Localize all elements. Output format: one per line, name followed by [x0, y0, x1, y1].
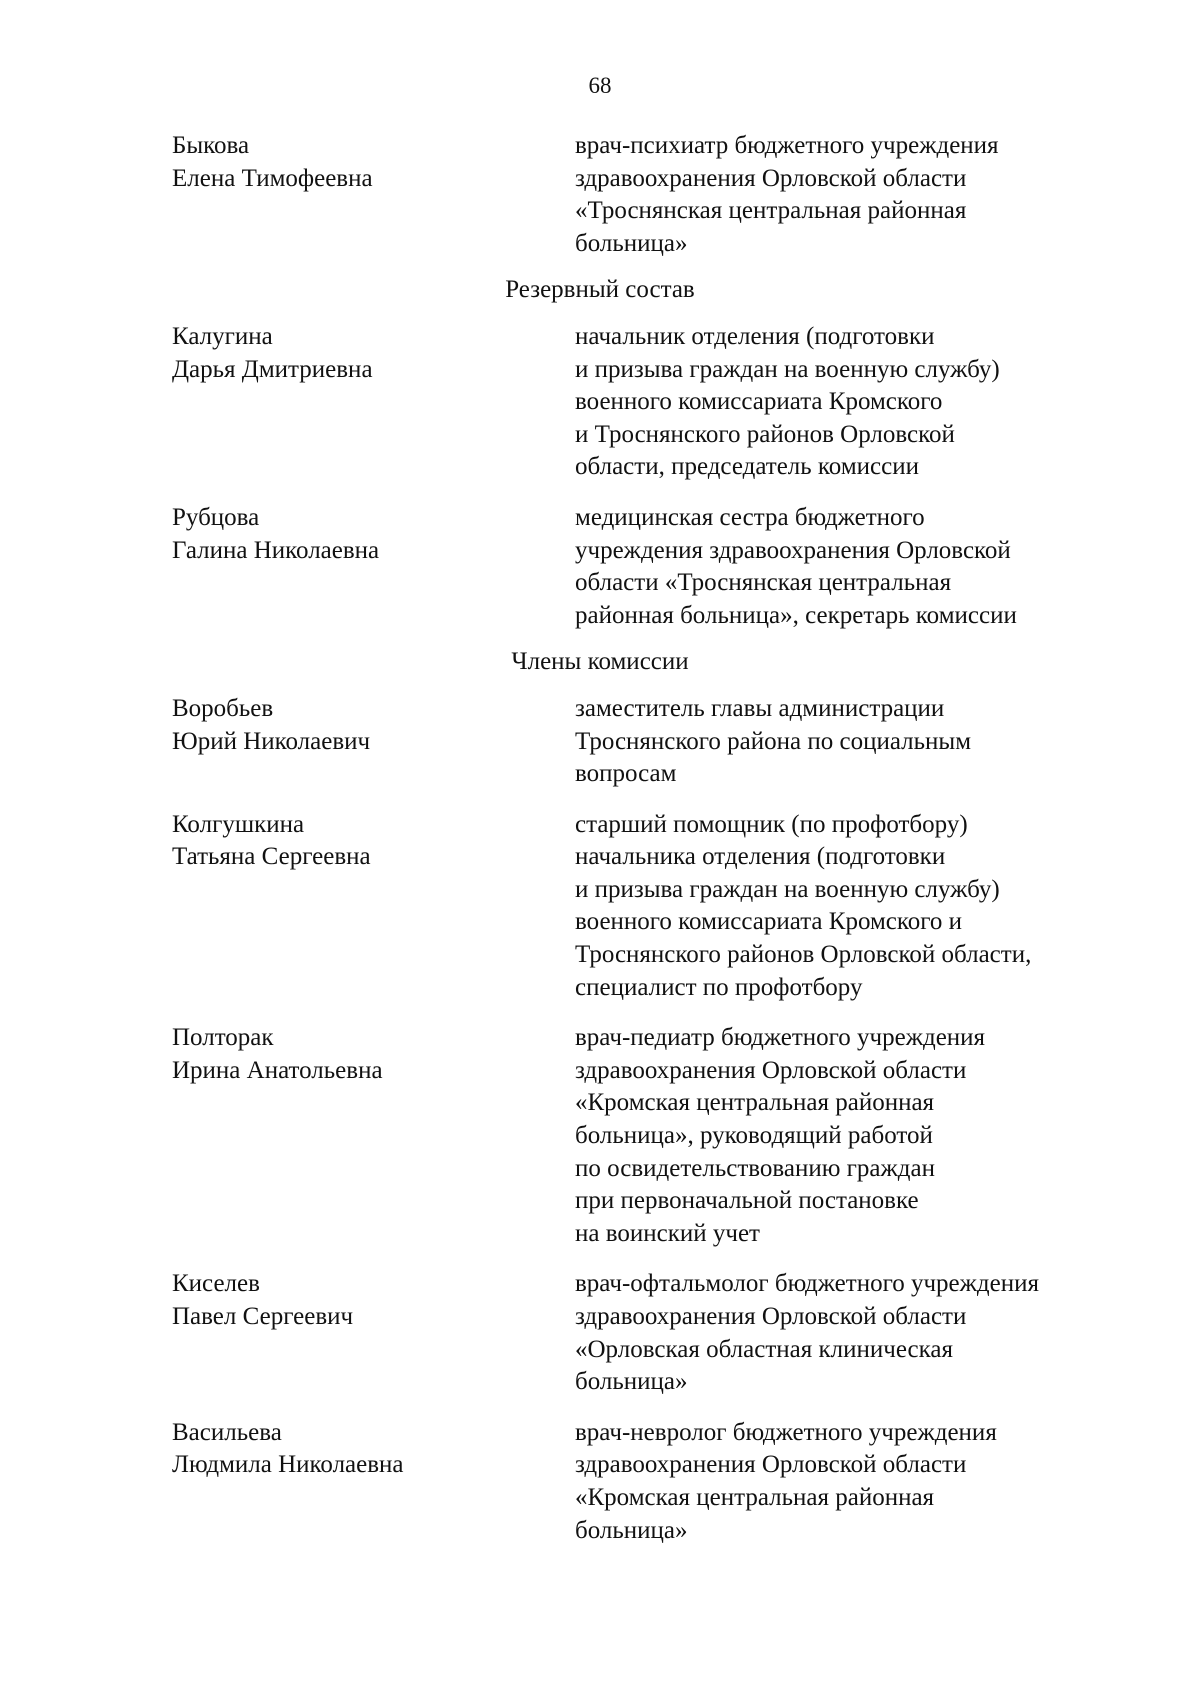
member-position: начальник отделения (подготовки и призыва граждан на военную службу) военного комиссариата Кромского и Троснянского районов Орловской области, председатель комиссии [575, 322, 1000, 481]
list-item [0, 502, 1200, 632]
list-item [0, 321, 1200, 484]
member-position: заместитель главы администрации Троснянского района по социальным вопросам [575, 694, 972, 788]
list-item [0, 1417, 1200, 1547]
page-number: 68 [588, 73, 612, 98]
section-heading-reserve: Резервный состав [505, 276, 695, 304]
member-name: Быкова Елена Тимофеевна [172, 132, 373, 192]
member-name: Рубцова Галина Николаевна [172, 503, 380, 564]
member-name: Полторак Ирина Анатольевна [172, 1024, 383, 1084]
member-position: врач-невролог бюджетного учреждения здравоохранения Орловской области «Кромская центральная районная больница» [575, 1418, 997, 1544]
member-name: Воробьев Юрий Николаевич [172, 694, 371, 755]
member-position: врач-педиатр бюджетного учреждения здравоохранения Орловской области «Кромская центральная районная больница», руководящий работой по освидетельствованию граждан при первоначальной постановке на воинский учет [575, 1024, 986, 1247]
member-name: Васильева Людмила Николаевна [172, 1418, 404, 1479]
member-name: Киселев Павел Сергеевич [172, 1270, 354, 1330]
member-name: Колгушкина Татьяна Сергеевна [172, 810, 371, 871]
member-position: врач-офтальмолог бюджетного учреждения здравоохранения Орловской области «Орловская областная клиническая больница» [575, 1270, 1039, 1396]
list-item [0, 693, 1200, 791]
member-position: врач-психиатр бюджетного учреждения здравоохранения Орловской области «Троснянская центральная районная больница» [575, 132, 999, 257]
member-name: Калугина Дарья Дмитриевна [172, 322, 373, 383]
list-item [0, 1022, 1200, 1250]
member-position: старший помощник (по профотбору) начальника отделения (подготовки и призыва граждан на военную службу) военного комиссариата Кромского и Троснянского районов Орловской области, специалист по профотбору [575, 810, 1032, 1001]
member-position: медицинская сестра бюджетного учреждения здравоохранения Орловской области «Троснянская центральная районная больница», секретарь комиссии [575, 503, 1017, 629]
list-item [0, 1268, 1200, 1398]
commission-list [0, 130, 1200, 1547]
list-item [0, 130, 1200, 260]
section-heading-members: Члены комиссии [511, 648, 689, 676]
list-item [0, 809, 1200, 1005]
